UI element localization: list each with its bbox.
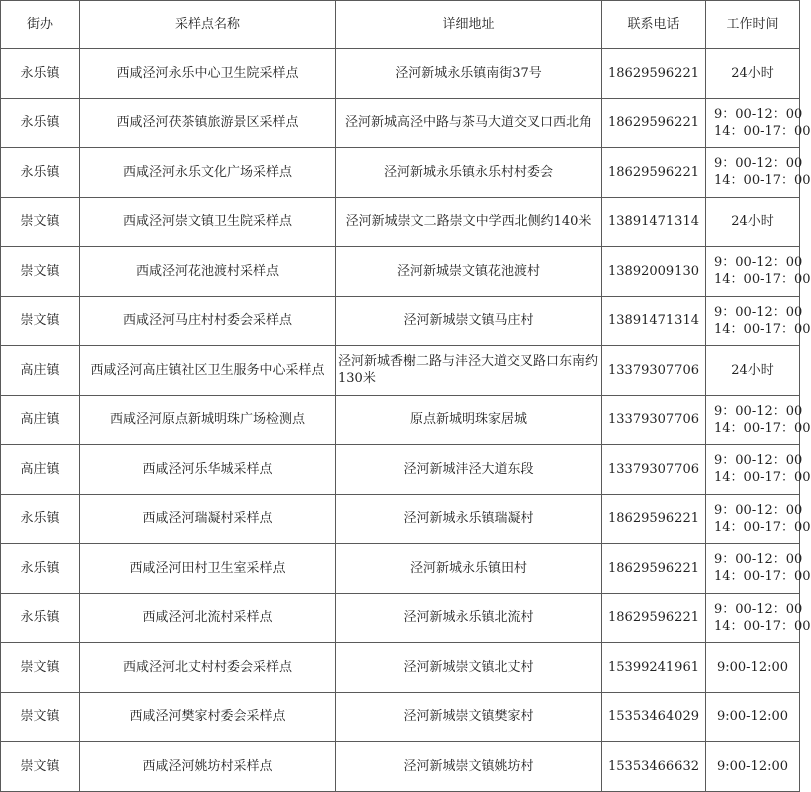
phone-cell: 13892009130 [602, 247, 706, 297]
phone-cell: 13891471314 [602, 197, 706, 247]
header-name: 采样点名称 [80, 1, 336, 49]
hours-cell [706, 494, 811, 544]
table-row [1, 49, 800, 99]
district-cell: 崇文镇 [1, 296, 80, 346]
hours-line: 9：00-12：00 [714, 552, 803, 568]
phone-cell: 18629596221 [602, 98, 706, 148]
district-cell: 高庄镇 [1, 346, 80, 396]
phone-cell: 18629596221 [602, 148, 706, 198]
address-cell: 泾河新城永乐镇南街37号 [336, 49, 602, 99]
address-cell: 泾河新城永乐镇田村 [336, 544, 602, 594]
table-row [1, 98, 800, 148]
hours-cell [706, 197, 800, 247]
name-cell: 西咸泾河北流村采样点 [80, 593, 336, 643]
table-row [1, 346, 800, 396]
hours-line: 9：00-12：00 [714, 304, 803, 320]
phone-cell: 18629596221 [602, 593, 706, 643]
district-cell: 永乐镇 [1, 544, 80, 594]
name-cell: 西咸泾河崇文镇卫生院采样点 [80, 197, 336, 247]
hours-line: 14：00-17：00 [714, 123, 811, 139]
district-cell: 崇文镇 [1, 692, 80, 742]
hours-cell [706, 296, 811, 346]
phone-cell: 13379307706 [602, 395, 706, 445]
name-cell: 西咸泾河花池渡村采样点 [80, 247, 336, 297]
district-cell: 崇文镇 [1, 643, 80, 693]
hours-cell [706, 692, 800, 742]
name-cell: 西咸泾河茯茶镇旅游景区采样点 [80, 98, 336, 148]
address-cell: 泾河新城香榭二路与沣泾大道交叉路口东南约130米 [336, 346, 602, 396]
address-cell: 泾河新城永乐镇永乐村村委会 [336, 148, 602, 198]
hours-line: 14：00-17：00 [714, 470, 811, 486]
address-cell: 泾河新城崇文镇姚坊村 [336, 742, 602, 792]
hours-line: 14：00-17：00 [714, 618, 811, 634]
district-cell: 崇文镇 [1, 247, 80, 297]
phone-cell: 18629596221 [602, 49, 706, 99]
name-cell: 西咸泾河北丈村村委会采样点 [80, 643, 336, 693]
hours-line: 14：00-17：00 [714, 519, 811, 535]
table-row [1, 593, 800, 643]
hours-line: 14：00-17：00 [714, 321, 811, 337]
hours-cell [706, 346, 800, 396]
phone-cell: 13891471314 [602, 296, 706, 346]
header-hours: 工作时间 [706, 1, 800, 49]
district-cell: 崇文镇 [1, 742, 80, 792]
hours-line: 9：00-12：00 [714, 106, 803, 122]
address-cell: 原点新城明珠家居城 [336, 395, 602, 445]
address-cell: 泾河新城崇文镇花池渡村 [336, 247, 602, 297]
name-cell: 西咸泾河乐华城采样点 [80, 445, 336, 495]
district-cell: 高庄镇 [1, 395, 80, 445]
address-cell: 泾河新城永乐镇北流村 [336, 593, 602, 643]
hours-line: 14：00-17：00 [714, 569, 811, 585]
address-cell: 泾河新城沣泾大道东段 [336, 445, 602, 495]
name-cell: 西咸泾河姚坊村采样点 [80, 742, 336, 792]
phone-cell: 18629596221 [602, 544, 706, 594]
table-row [1, 296, 800, 346]
hours-line: 9:00-12:00 [716, 659, 789, 675]
table-row [1, 692, 800, 742]
table-row [1, 197, 800, 247]
phone-cell: 18629596221 [602, 494, 706, 544]
address-cell: 泾河新城崇文镇樊家村 [336, 692, 602, 742]
header-phone: 联系电话 [602, 1, 706, 49]
header-district: 街办 [1, 1, 80, 49]
district-cell: 永乐镇 [1, 98, 80, 148]
district-cell: 永乐镇 [1, 593, 80, 643]
table-row [1, 247, 800, 297]
name-cell: 西咸泾河樊家村委会采样点 [80, 692, 336, 742]
hours-cell [706, 49, 800, 99]
district-cell: 高庄镇 [1, 445, 80, 495]
address-cell: 泾河新城崇文镇北丈村 [336, 643, 602, 693]
table-row [1, 395, 800, 445]
name-cell: 西咸泾河高庄镇社区卫生服务中心采样点 [80, 346, 336, 396]
district-cell: 永乐镇 [1, 148, 80, 198]
hours-line: 9:00-12:00 [716, 709, 789, 725]
phone-cell: 13379307706 [602, 346, 706, 396]
hours-line: 24小时 [731, 214, 774, 230]
hours-line: 9：00-12：00 [714, 453, 803, 469]
table-row [1, 148, 800, 198]
hours-line: 9：00-12：00 [714, 156, 803, 172]
name-cell: 西咸泾河永乐中心卫生院采样点 [80, 49, 336, 99]
phone-cell: 13379307706 [602, 445, 706, 495]
hours-line: 14：00-17：00 [714, 272, 811, 288]
address-cell: 泾河新城永乐镇瑞凝村 [336, 494, 602, 544]
hours-line: 14：00-17：00 [714, 420, 811, 436]
hours-line: 24小时 [731, 65, 774, 81]
name-cell: 西咸泾河瑞凝村采样点 [80, 494, 336, 544]
name-cell: 西咸泾河田村卫生室采样点 [80, 544, 336, 594]
hours-line: 9：00-12：00 [714, 255, 803, 271]
hours-cell [706, 742, 800, 792]
hours-line: 14：00-17：00 [714, 173, 811, 189]
phone-cell: 15353464029 [602, 692, 706, 742]
header-address: 详细地址 [336, 1, 602, 49]
hours-cell [706, 395, 811, 445]
table-row [1, 445, 800, 495]
phone-cell: 15399241961 [602, 643, 706, 693]
name-cell: 西咸泾河原点新城明珠广场检测点 [80, 395, 336, 445]
hours-cell [706, 148, 811, 198]
phone-cell: 15353466632 [602, 742, 706, 792]
hours-cell [706, 643, 800, 693]
hours-line: 9：00-12：00 [714, 403, 803, 419]
district-cell: 崇文镇 [1, 197, 80, 247]
table-row [1, 544, 800, 594]
table-row [1, 643, 800, 693]
address-cell: 泾河新城崇文镇马庄村 [336, 296, 602, 346]
hours-cell [706, 593, 811, 643]
hours-cell [706, 445, 811, 495]
name-cell: 西咸泾河马庄村村委会采样点 [80, 296, 336, 346]
table-body [1, 49, 811, 792]
table-header-row [1, 1, 800, 49]
hours-line: 9：00-12：00 [714, 502, 803, 518]
district-cell: 永乐镇 [1, 494, 80, 544]
name-cell: 西咸泾河永乐文化广场采样点 [80, 148, 336, 198]
hours-line: 24小时 [731, 362, 774, 378]
hours-line: 9：00-12：00 [714, 601, 803, 617]
district-cell: 永乐镇 [1, 49, 80, 99]
hours-cell [706, 98, 811, 148]
hours-cell [706, 544, 811, 594]
address-cell: 泾河新城高泾中路与茶马大道交叉口西北角 [336, 98, 602, 148]
hours-cell [706, 247, 811, 297]
address-cell: 泾河新城崇文二路崇文中学西北侧约140米 [336, 197, 602, 247]
hours-line: 9:00-12:00 [716, 758, 789, 774]
table-row [1, 494, 800, 544]
table-row [1, 742, 800, 792]
